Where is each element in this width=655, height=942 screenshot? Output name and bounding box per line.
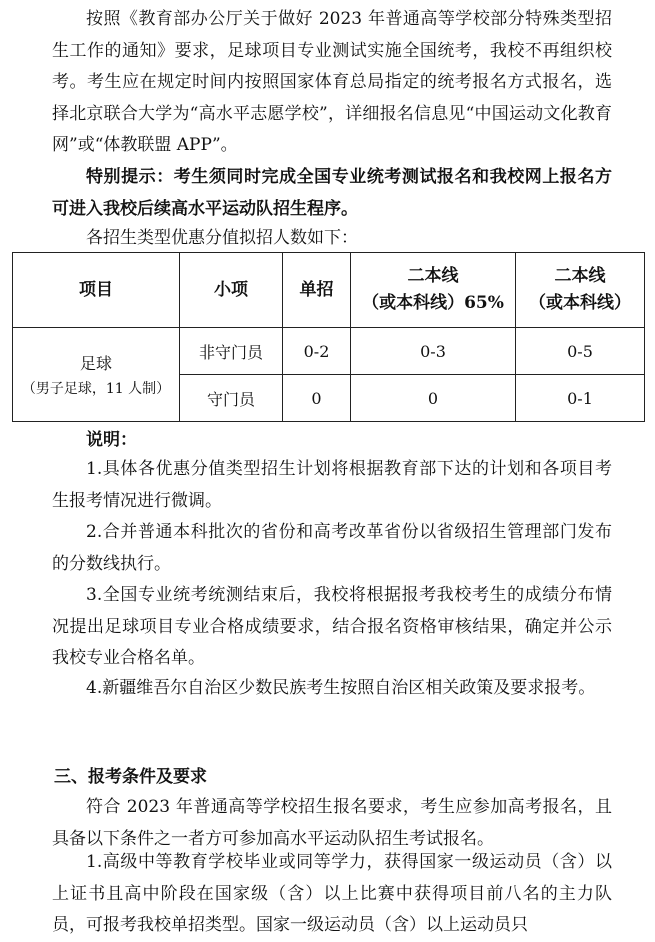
section-heading: 三、报考条件及要求 [54, 767, 207, 787]
header-line65-line2: （或本科线）65% [362, 293, 504, 313]
header-item: 项目 [13, 253, 180, 328]
line-cell: 0-5 [516, 328, 645, 375]
table-intro: 各招生类型优惠分值拟招人数如下： [86, 228, 358, 248]
note-item: 3.全国专业统考统测结束后，我校将根据报考我校考生的成绩分布情况提出足球项目专业合格成绩要求，结合报名资格审核结果，确定并公示我校专业合格名单。 [52, 585, 612, 668]
line65-cell: 0-3 [351, 328, 516, 375]
notes-heading: 说明： [86, 430, 137, 450]
header-line65 [351, 253, 516, 328]
note-item: 1.具体各优惠分值类型招生计划将根据教育部下达的计划和各项目考生报考情况进行微调。 [52, 459, 612, 511]
line-cell: 0-1 [516, 375, 645, 422]
section-paragraph: 1.高级中等教育学校毕业或同等学力，获得国家一级运动员（含）以上证书且高中阶段在国家级（含）以上比赛中获得项目前八名的主力队员，可报考我校单招类型。国家一级运动员（含）以上运动员只 [52, 852, 612, 935]
note-item: 4.新疆维吾尔自治区少数民族考生按照自治区相关政策及要求报考。 [86, 678, 596, 698]
header-sub-item: 小项 [180, 253, 283, 328]
quota-table [12, 252, 645, 422]
sport-name: 足球 [79, 354, 112, 373]
header-single: 单招 [283, 253, 351, 328]
table-header-row [13, 253, 645, 328]
note-item: 2.合并普通本科批次的省份和高考改革省份以省级招生管理部门发布的分数线执行。 [52, 522, 612, 574]
section-paragraph: 符合 2023 年普通高等学校招生报名要求，考生应参加高考报名，且具备以下条件之一者方可参加高水平运动队招生考试报名。 [52, 797, 612, 849]
sub-item-cell: 非守门员 [180, 328, 283, 375]
sub-item-cell: 守门员 [180, 375, 283, 422]
header-line [516, 253, 645, 328]
header-line-line1: 二本线 [554, 266, 606, 286]
special-notice: 特别提示：考生须同时完成全国专业统考测试报名和我校网上报名方可进入我校后续高水平运动队招生程序。 [52, 167, 612, 219]
header-line-line2: （或本科线） [529, 293, 631, 313]
line65-cell: 0 [351, 375, 516, 422]
intro-paragraph: 按照《教育部办公厅关于做好 2023 年普通高等学校部分特殊类型招生工作的通知》要求，足球项目专业测试实施全国统考，我校不再组织校考。考生应在规定时间内按照国家体育总局指定的统考报名方式报名，选择北京联合大学为“高水平志愿学校”，详细报名信息见“中国运动文化教育网”或“体教联盟 APP”。 [52, 9, 612, 155]
single-cell: 0 [283, 375, 351, 422]
single-cell: 0-2 [283, 328, 351, 375]
sport-cell [13, 328, 180, 422]
header-line65-line1: 二本线 [407, 266, 459, 286]
sport-note: （男子足球，11 人制） [21, 381, 171, 397]
table-row [13, 328, 645, 375]
